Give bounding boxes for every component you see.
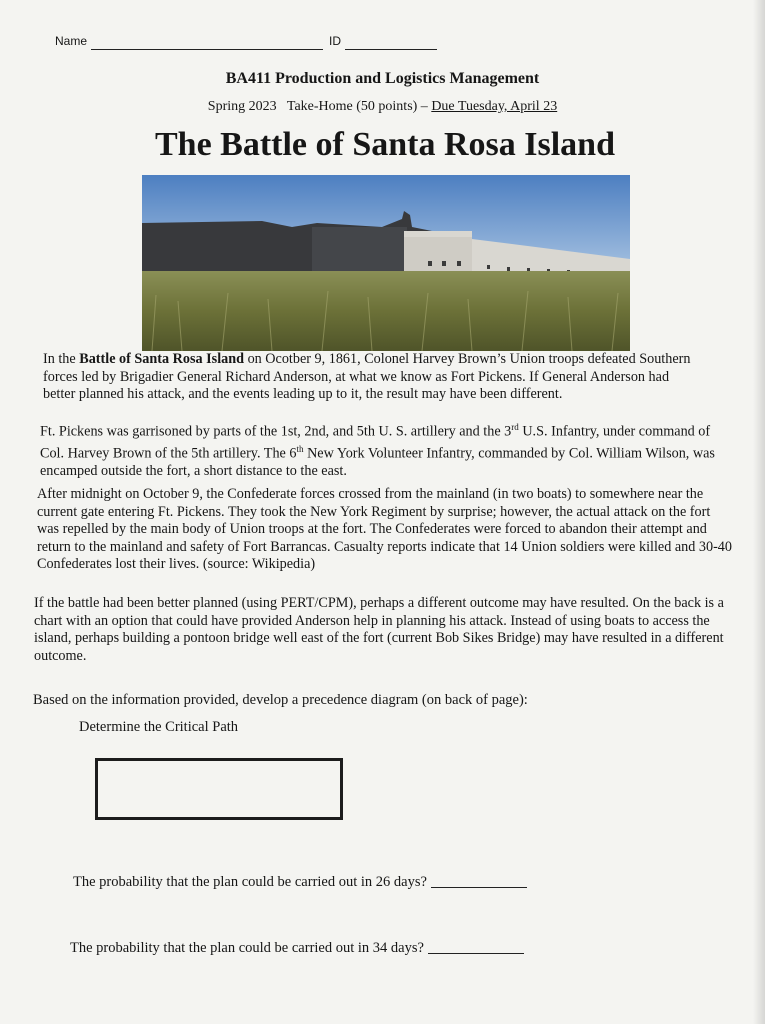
ordinal-th: th [296, 444, 304, 455]
assignment-text: Take-Home (50 points) – [286, 99, 428, 114]
question-26-days [73, 874, 527, 891]
term-text: Spring 2023 [207, 99, 277, 114]
battle-name-bold: Battle of Santa Rosa Island [79, 351, 245, 367]
paragraph-garrison [40, 419, 730, 481]
fort-pickens-photo [142, 175, 630, 351]
garrison-text-c: New York Volunteer Infantry, commanded by Col. William Wilson, was encamped outside the fort, a short distance to the east. [40, 445, 715, 480]
garrison-text-b: U.S. Infantry, under command of Col. Harvey Brown of the 5th artillery. The 6 [40, 423, 711, 462]
paragraph-intro [43, 351, 693, 404]
intro-text-rest: on Ocotber 9, 1861, Colonel Harvey Brown’s Union troops defeated Southern forces led by Brigadier General Richard Anderson, at what we know as Fort Pickens. If General Anderson had better planned his attack, and the events leading up to it, the result may have been different. [43, 351, 691, 402]
garrison-text-a: Ft. Pickens was garrisoned by parts of the 1st, 2nd, and 5th U. S. artillery and the 3 [40, 423, 512, 440]
answer-line-34[interactable] [428, 952, 524, 954]
name-label: Name [55, 34, 88, 48]
due-date-text: Due Tuesday, April 23 [431, 99, 558, 114]
paragraph-pert: If the battle had been better planned (using PERT/CPM), perhaps a different outcome may have resulted. On the back is a chart with an option that could have provided Anderson help in planning his attack. Instead of using boats to access the island, perhaps building a pontoon bridge well east of the fort (current Bob Sikes Bridge) may have resulted in a different outcome. [34, 595, 724, 664]
page-title: The Battle of Santa Rosa Island [154, 126, 615, 163]
question-34-days [70, 940, 524, 957]
question-26-text: The probability that the plan could be carried out in 26 days? [73, 874, 427, 890]
critical-path-label: Determine the Critical Path [79, 719, 239, 735]
answer-line-26[interactable] [431, 886, 527, 888]
id-blank-line[interactable] [345, 49, 437, 50]
course-heading: BA411 Production and Logistics Management [225, 70, 540, 87]
intro-text-start: In the [43, 351, 80, 367]
question-34-text: The probability that the plan could be carried out in 34 days? [70, 940, 424, 956]
ordinal-rd: rd [511, 422, 519, 432]
name-blank-line[interactable] [91, 49, 323, 50]
assignment-subtitle [0, 99, 765, 115]
instruction-text: Based on the information provided, develop a precedence diagram (on back of page): [33, 692, 528, 708]
critical-path-answer-box[interactable] [95, 758, 343, 820]
paragraph-attack: After midnight on October 9, the Confederate forces crossed from the mainland (in two boats) to somewhere near the current gate entering Ft. Pickens. They took the New York Regiment by surprise; however, the actual attack on the fort was repelled by the main body of Union troops at the fort. The Confederates were forced to abandon their attempt and return to the mainland and safety of Fort Barrancas. Casualty reports indicate that 14 Union soldiers were killed and 30-40 Confederates lost their lives. (source: Wikipedia) [37, 486, 732, 572]
page-edge-shadow [753, 0, 765, 1024]
id-label: ID [329, 34, 341, 48]
